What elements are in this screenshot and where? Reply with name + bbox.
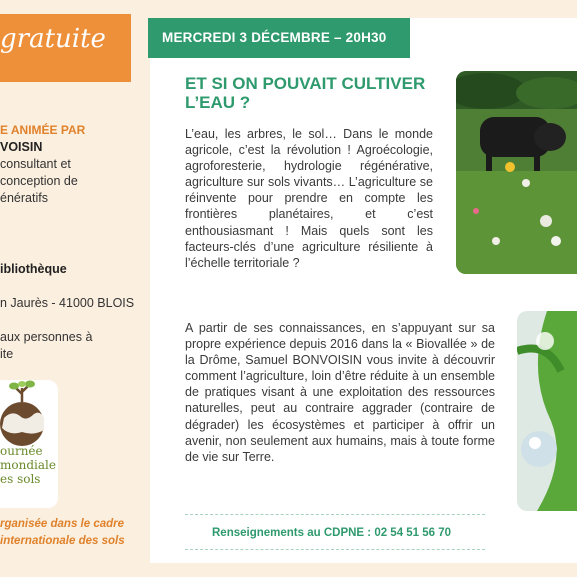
field-cattle-photo [456,71,577,274]
host-name: VOISIN [0,140,43,154]
event-date: MERCREDI 3 DÉCEMBRE – 20H30 [162,30,387,45]
access-line: ite [0,347,14,361]
free-label: gratuite [0,24,106,54]
accessibility-note [0,329,92,363]
org-note-line: rganisée dans le cadre [0,518,125,530]
venue-address: n Jaurès - 41000 BLOIS [0,296,135,310]
description-paragraph: A partir de ses connaissances, en s’appuyant sur sa propre expérience depuis 2016 dans la « Biovallée » de la Drôme, Samuel BONVOISIN vous invite à découvrir comment l’agriculture, loin d’être réduite à un ensemble de pratiques visant à une exploitation des ressources naturelles, peut au contraire aggrader (contraire de dégrader) les écosystèmes et participer à offrir un avenir, non seulement aux humains, mais à toute forme de vie sur Terre. [185,321,495,464]
venue-name: ibliothèque [0,262,67,276]
org-note-line: internationale des sols [0,535,125,547]
organization-note [0,516,125,550]
event-title: ET SI ON POUVAIT CULTIVER L’EAU ? [185,74,426,112]
host-description [0,156,78,207]
divider [185,549,485,550]
host-label: E ANIMÉE PAR [0,123,86,137]
intro-paragraph: L’eau, les arbres, le sol… Dans le monde agricole, c’est la révolution ! Agroécologie, agroforesterie, hydrologie régénérative, agriculture sur sols vivants… L’agriculture se réinvente pour prendre en compte les frontières planétaires, et c’est enthousiasmant ! Mais quels sont les facteurs-clés d’une agriculture résiliente à l’échelle territoriale ? [185,127,433,270]
access-line: aux personnes à [0,330,93,344]
water-drop-plant-photo [517,311,577,511]
contact-info: Renseignements au CDPNE : 02 54 51 56 70 [212,527,452,539]
divider [185,514,485,515]
earth-tree-icon [0,380,58,450]
logo-caption-line: es sols [0,472,41,486]
host-desc-line: conception de [0,174,78,188]
logo-caption-line: mondiale [0,458,56,472]
host-desc-line: consultant et [0,157,71,171]
logo-caption-line: ournée [0,444,43,458]
host-desc-line: énératifs [0,191,48,205]
logo-caption [0,444,56,486]
